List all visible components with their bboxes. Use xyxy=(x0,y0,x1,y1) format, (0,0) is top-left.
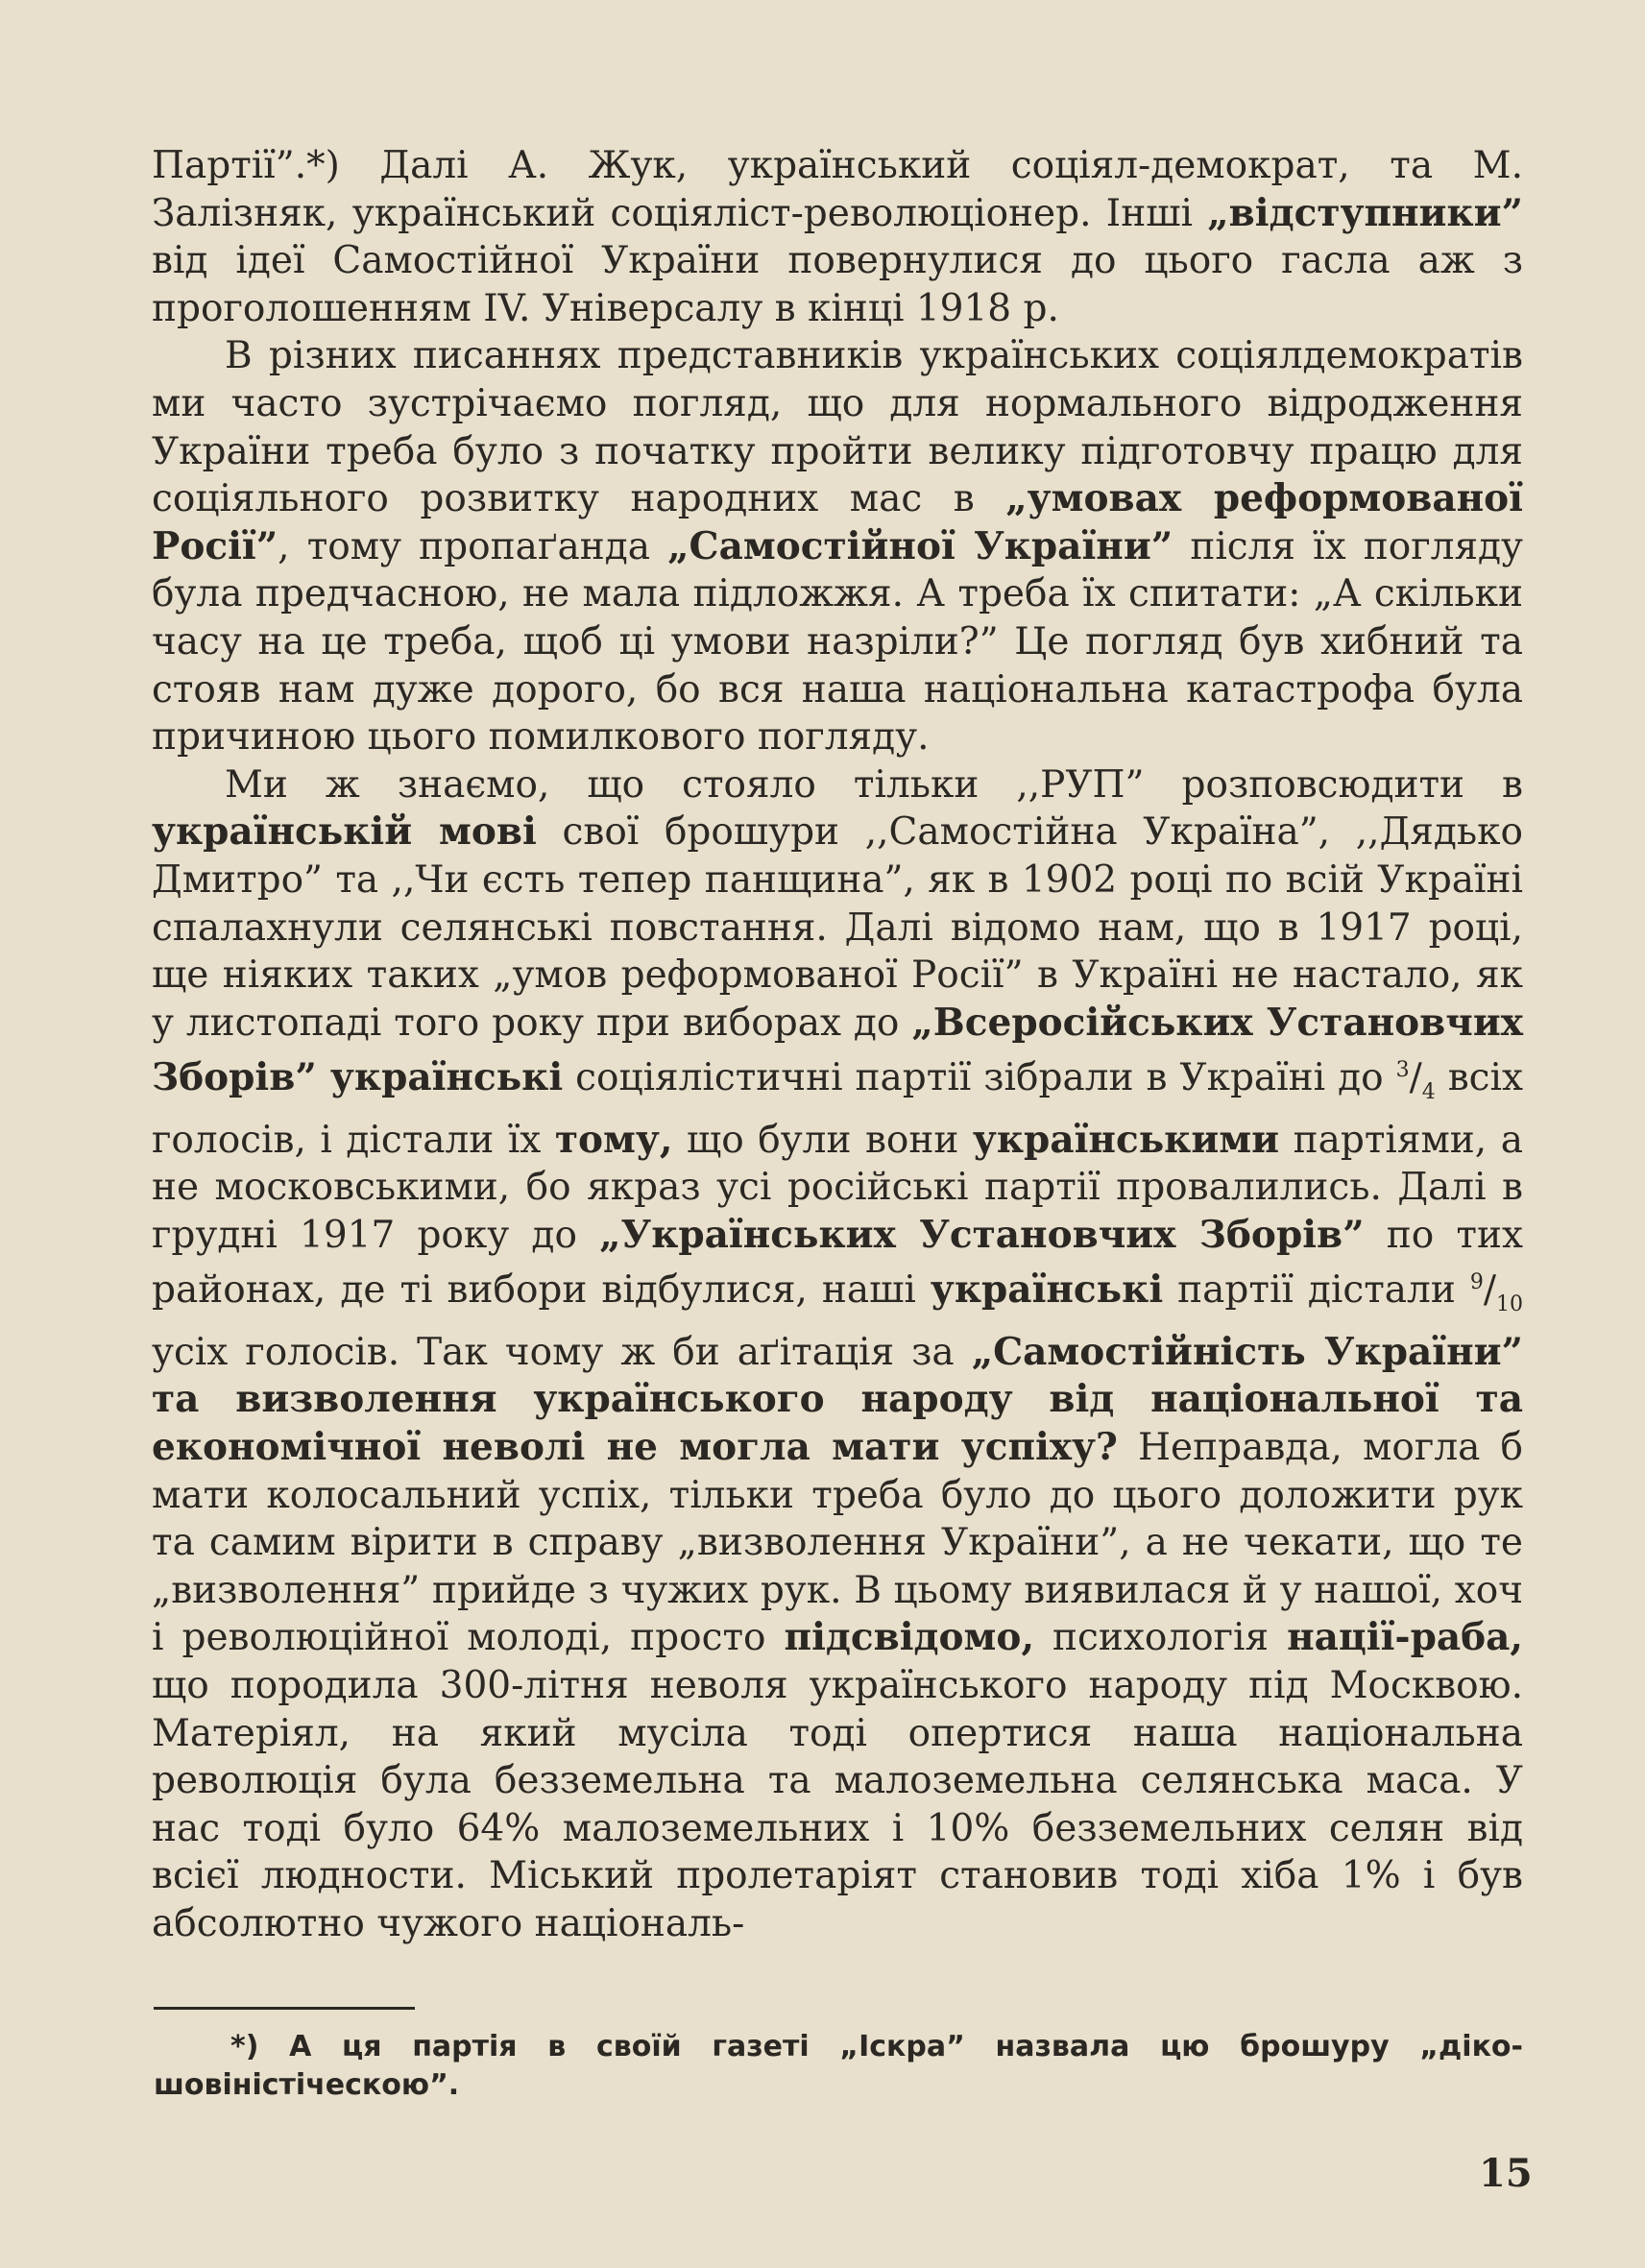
text-run: партії дістали xyxy=(1163,1268,1470,1313)
fraction: $^3/_4$ xyxy=(1395,1056,1436,1105)
fraction-numerator: 9 xyxy=(1469,1270,1484,1295)
text-run: , тому пропаґанда xyxy=(278,524,668,568)
bold-text: „Всеросійських Установчих Зборів” українські xyxy=(152,1000,1523,1100)
text-run: що були вони xyxy=(672,1118,973,1162)
footnote-separator xyxy=(154,2007,415,2010)
bold-text: „Самостійність України” та визволення українського народу від національної та економічної неволі не могла мати успіху? xyxy=(152,1329,1523,1470)
text-run: по тих районах, де ті вибори відбулися, наші xyxy=(152,1213,1523,1313)
text-run: що породила 300-літня неволя українського народу під Москвою. Матеріял, на який мусіла тоді опертися наша національна революція була безземельна та малоземельна селянська маса. У нас тоді було 64% малоземельних і 10% безземельних селян від всієї людности. Міський пролетаріят становив тоді хіба 1% і був абсолютно чужого національ- xyxy=(152,1664,1523,1945)
bold-text: тому, xyxy=(554,1117,673,1162)
footnote: *) А ця партія в своїй газеті „Іскра” назвала цю брошуру „дікошовіністіческою”. xyxy=(154,2030,1523,2102)
bold-text: „Самостійної України” xyxy=(667,523,1173,568)
paragraph xyxy=(152,142,1523,332)
bold-text: „відступники” xyxy=(1207,190,1523,235)
text-run: від ідеї Самостійної України повернулися до цього гасла аж з проголошенням IV. Універсалу в кінці 1918 р. xyxy=(152,239,1523,330)
text-run: психологія xyxy=(1034,1616,1288,1660)
text-run: Партії”.*) Далі А. Жук, український соціял-демократ, та М. Залізняк, український соціяліст-революціонер. Інші xyxy=(152,144,1523,235)
fraction: $^9/_{10}$ xyxy=(1469,1268,1523,1317)
bold-text: підсвідомо, xyxy=(784,1615,1035,1660)
main-text xyxy=(152,142,1523,1948)
bold-text: українській мові xyxy=(152,809,537,855)
paragraph xyxy=(152,332,1523,760)
text-run: всіх голосів, і дістали їх xyxy=(152,1056,1523,1162)
text-run: Неправда, могла б мати колосальний успіх, тільки треба було до цього доложити рук та самим вірити в справу „визволення України”, а не чекати, що те „визволення” прийде з чужих рук. В цьому виявилася й у нашої, хоч і революційної молоді, просто xyxy=(152,1426,1523,1660)
text-run: В різних писаннях представників українських соціялдемократів ми часто зустрічаємо погляд, що для нормального відродження України треба було з початку пройти велику підготовчу працю для соціяльного розвитку народних мас в xyxy=(152,334,1523,521)
bold-text: українськими xyxy=(972,1117,1280,1162)
bold-text: „умовах реформованої Росії” xyxy=(152,476,1523,568)
text-run: після їх погляду була предчасною, не мала підложжя. А треба їх спитати: „А скільки часу на це треба, щоб ці умови назріли?” Це погляд був хибний та стояв нам дуже дорого, бо вся наша національна катастрофа була причиною цього помилкового погляду. xyxy=(152,524,1524,760)
paragraph xyxy=(152,761,1523,1948)
fraction-denominator: 10 xyxy=(1496,1292,1523,1317)
text-run: свої брошури ,,Самостійна Україна”, ,,Дядько Дмитро” та ,,Чи єсть тепер панщина”, як в 1902 році по всій Україні спалахнули селянські повстання. Далі відомо нам, що в 1917 році, ще ніяких таких „умов реформованої Росії” в Україні не настало, як у листопаді того року при виборах до xyxy=(152,810,1523,1045)
text-run: усіх голосів. Так чому ж би аґітація за xyxy=(152,1330,972,1374)
bold-text: українські xyxy=(930,1267,1164,1313)
text-run: партіями, а не московськими, бо якраз усі російські партії провалились. Далі в грудні 1917 року до xyxy=(152,1118,1523,1257)
fraction-denominator: 4 xyxy=(1421,1080,1436,1105)
text-run: соціялістичні партії зібрали в Україні до xyxy=(563,1056,1396,1100)
bold-text: „Українських Установчих Зборів” xyxy=(599,1212,1365,1257)
bold-text: нації-раба, xyxy=(1287,1615,1523,1660)
text-run: Ми ж знаємо, що стояло тільки ,,РУП” розповсюдити в xyxy=(225,762,1523,807)
fraction-numerator: 3 xyxy=(1395,1058,1410,1083)
page-number: 15 xyxy=(1479,2151,1533,2196)
